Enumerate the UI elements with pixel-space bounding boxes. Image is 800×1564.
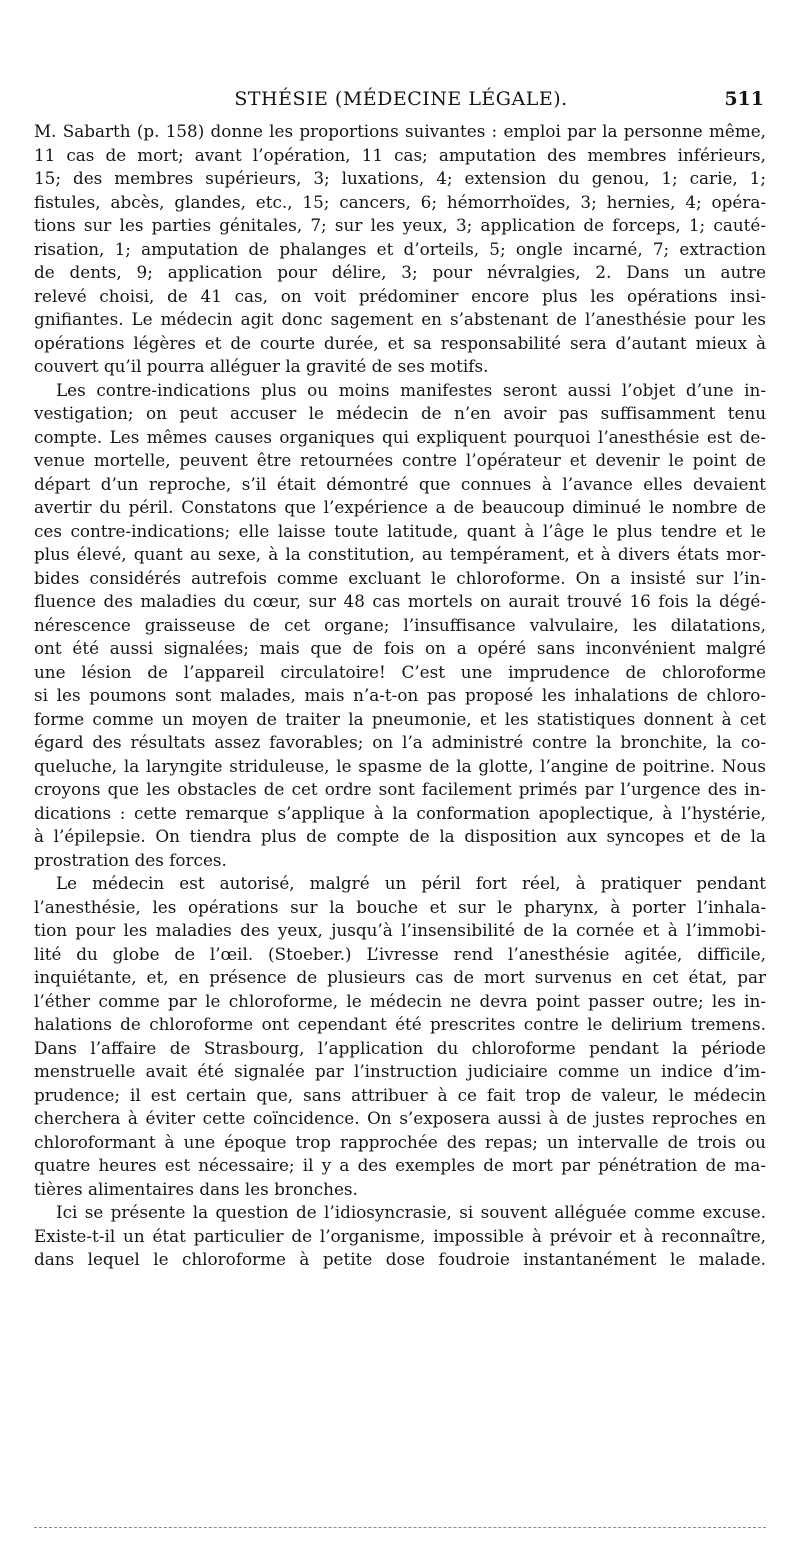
- footer-rule: [34, 1527, 766, 1528]
- text-line: croyons que les obstacles de cet ordre sont facilement primés par l’urgence des in-: [34, 779, 766, 799]
- text-line: tions sur les parties génitales, 7; sur les yeux, 3; application de forceps, 1; cauté-: [34, 215, 766, 235]
- text-line: halations de chloroforme ont cependant été prescrites contre le delirium tremens.: [34, 1014, 766, 1034]
- text-line: départ d’un reproche, s’il était démontré que connues à l’avance elles devaient: [34, 473, 766, 494]
- text-line: lité du globe de l’œil. (Stoeber.) L’ivresse rend l’anesthésie agitée, difficile,: [34, 943, 766, 964]
- text-line: bides considérés autrefois comme excluant le chloroforme. On a insisté sur l’in-: [34, 567, 766, 588]
- text-line: Dans l’affaire de Strasbourg, l’application du chloroforme pendant la période: [34, 1037, 766, 1058]
- text-line: 15; des membres supérieurs, 3; luxations, 4; extension du genou, 1; carie, 1;: [34, 168, 766, 188]
- text-line: une lésion de l’appareil circulatoire! C’est une imprudence de chloroforme: [34, 661, 766, 682]
- page-number: 511: [724, 88, 764, 110]
- text-line: opérations légères et de courte durée, et sa responsabilité sera d’autant mieux à: [34, 332, 766, 353]
- text-line: 11 cas de mort; avant l’opération, 11 cas; amputation des membres inférieurs,: [34, 144, 766, 165]
- text-line: cherchera à éviter cette coïncidence. On s’exposera aussi à de justes reproches en: [34, 1108, 766, 1128]
- text-line: prudence; il est certain que, sans attribuer à ce fait trop de valeur, le médecin: [34, 1084, 766, 1105]
- text-line: nérescence graisseuse de cet organe; l’insuffisance valvulaire, les dilatations,: [34, 614, 766, 635]
- text-line: plus élevé, quant au sexe, à la constitution, au tempérament, et à divers états mor-: [34, 544, 766, 564]
- text-line: avertir du péril. Constatons que l’expérience a de beaucoup diminué le nombre de: [34, 497, 766, 517]
- text-line: Ici se présente la question de l’idiosyncrasie, si souvent alléguée comme excuse.: [56, 1202, 766, 1222]
- text-line: l’anesthésie, les opérations sur la bouche et sur le pharynx, à porter l’inhala-: [34, 896, 766, 917]
- text-line: fluence des maladies du cœur, sur 48 cas mortels on aurait trouvé 16 fois la dégé-: [34, 591, 766, 611]
- text-line: si les poumons sont malades, mais n’a-t-on pas proposé les inhalations de chloro-: [34, 685, 766, 705]
- text-line: venue mortelle, peuvent être retournées contre l’opérateur et devenir le point de: [34, 450, 766, 470]
- body-text: [34, 120, 766, 1272]
- text-line: dications : cette remarque s’applique à la conformation apoplectique, à l’hystérie,: [34, 802, 766, 823]
- text-line: dans lequel le chloroforme à petite dose foudroie instantanément le malade.: [34, 1249, 766, 1269]
- running-header: [34, 86, 768, 116]
- text-line: gnifiantes. Le médecin agit donc sagement en s’abstenant de l’anesthésie pour les: [34, 309, 766, 329]
- text-line: prostration des forces.: [34, 849, 227, 870]
- text-line: chloroformant à une époque trop rapprochée des repas; un intervalle de trois ou: [34, 1131, 766, 1152]
- text-line: à l’épilepsie. On tiendra plus de compte de la disposition aux syncopes et de la: [34, 826, 766, 846]
- text-line: vestigation; on peut accuser le médecin de n’en avoir pas suffisamment tenu: [34, 403, 766, 423]
- text-line: couvert qu’il pourra alléguer la gravité de ses motifs.: [34, 356, 489, 376]
- text-line: quatre heures est nécessaire; il y a des exemples de mort par pénétration de ma-: [34, 1155, 766, 1175]
- text-line: Les contre-indications plus ou moins manifestes seront aussi l’objet d’une in-: [56, 379, 766, 400]
- text-line: compte. Les mêmes causes organiques qui expliquent pourquoi l’anesthésie est de-: [34, 426, 766, 447]
- text-line: M. Sabarth (p. 158) donne les proportions suivantes : emploi par la personne même,: [34, 121, 766, 141]
- text-line: menstruelle avait été signalée par l’instruction judiciaire comme un indice d’im-: [34, 1061, 766, 1081]
- text-line: inquiétante, et, en présence de plusieurs cas de mort survenus en cet état, par: [34, 967, 766, 987]
- text-line: ont été aussi signalées; mais que de fois on a opéré sans inconvénient malgré: [34, 638, 766, 658]
- text-line: risation, 1; amputation de phalanges et d’orteils, 5; ongle incarné, 7; extraction: [34, 238, 766, 259]
- text-line: fistules, abcès, glandes, etc., 15; cancers, 6; hémorrhoïdes, 3; hernies, 4; opéra-: [34, 191, 766, 212]
- text-line: égard des résultats assez favorables; on l’a administré contre la bronchite, la co-: [34, 732, 766, 752]
- text-line: queluche, la laryngite striduleuse, le spasme de la glotte, l’angine de poitrine. Nous: [34, 755, 766, 776]
- text-line: Existe-t-il un état particulier de l’organisme, impossible à prévoir et à reconnaître,: [34, 1225, 766, 1246]
- text-line: ces contre-indications; elle laisse toute latitude, quant à l’âge le plus tendre et le: [34, 520, 766, 541]
- text-line: forme comme un moyen de traiter la pneumonie, et les statistiques donnent à cet: [34, 708, 766, 729]
- text-line: tion pour les maladies des yeux, jusqu’à l’insensibilité de la cornée et à l’immobi-: [34, 920, 766, 940]
- text-line: tières alimentaires dans les bronches.: [34, 1178, 358, 1199]
- text-line: Le médecin est autorisé, malgré un péril fort réel, à pratiquer pendant: [56, 873, 766, 893]
- running-title: STHÉSIE (MÉDECINE LÉGALE).: [234, 88, 568, 110]
- text-line: relevé choisi, de 41 cas, on voit prédominer encore plus les opérations insi-: [34, 285, 766, 306]
- text-line: l’éther comme par le chloroforme, le médecin ne devra point passer outre; les in-: [34, 990, 766, 1011]
- text-line: de dents, 9; application pour délire, 3; pour névralgies, 2. Dans un autre: [34, 262, 766, 282]
